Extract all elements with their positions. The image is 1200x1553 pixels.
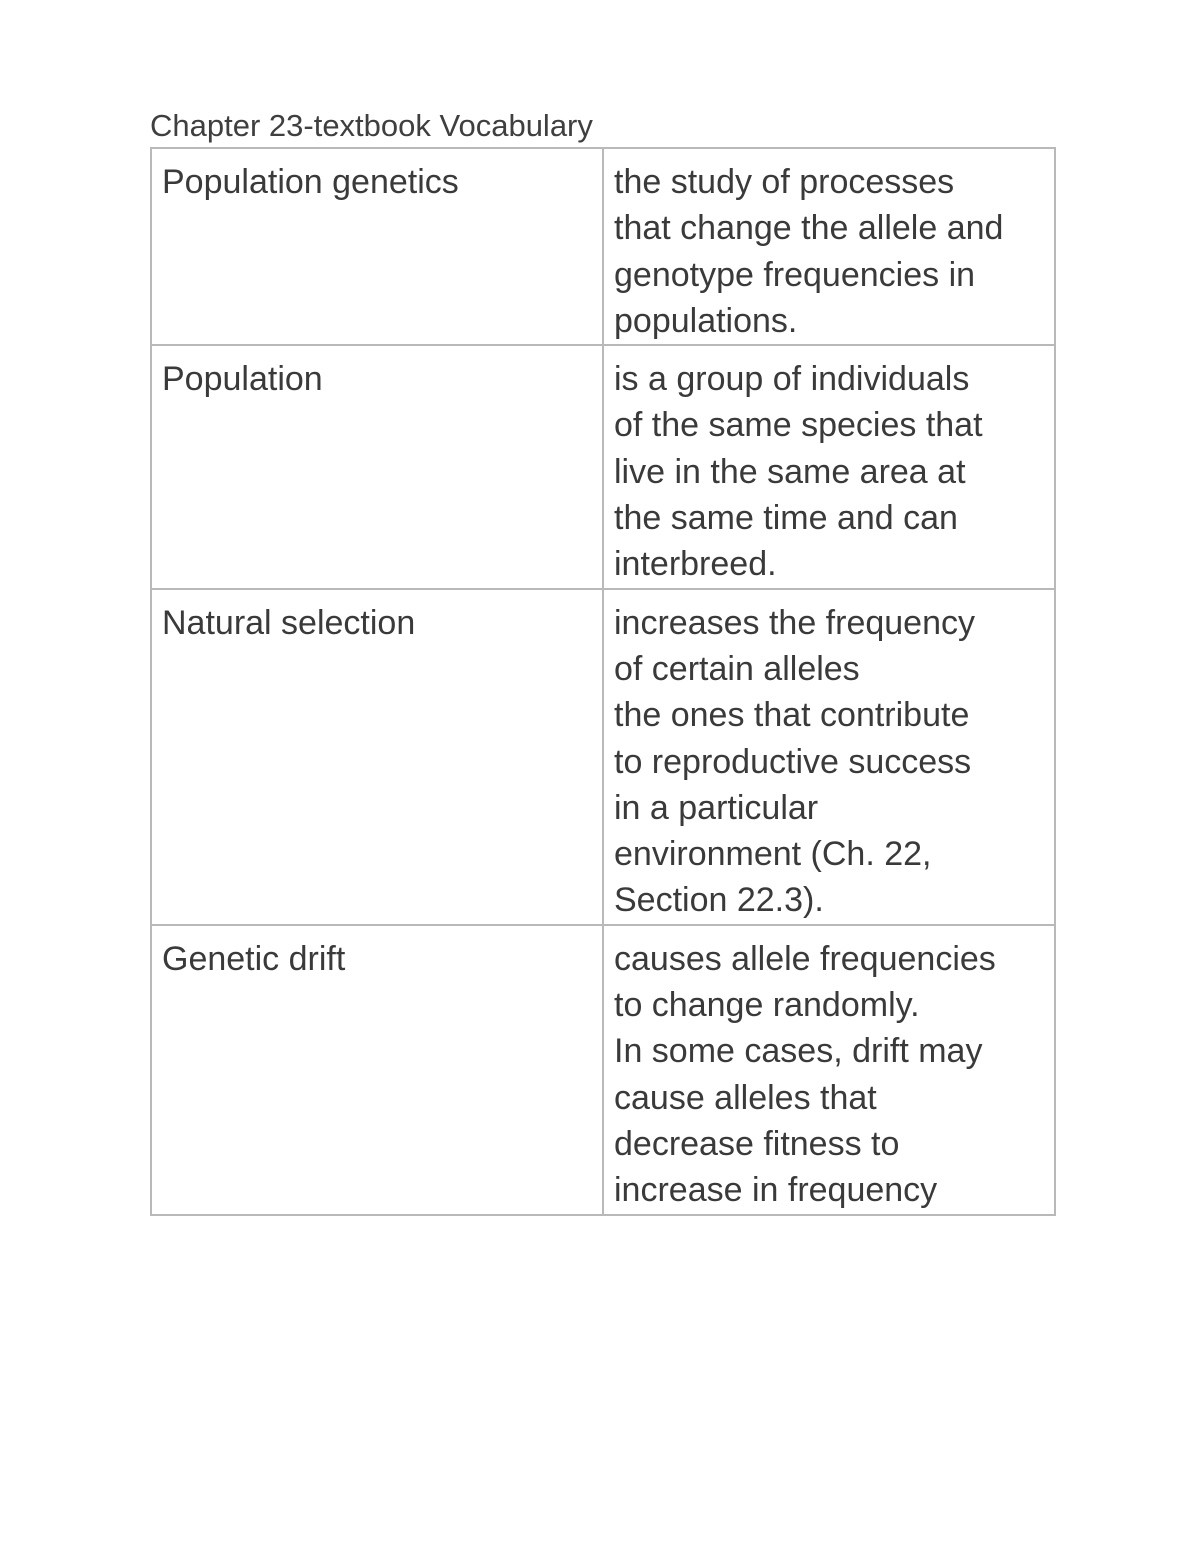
term-text: Natural selection bbox=[162, 603, 416, 642]
definition-line: environment (Ch. 22, bbox=[614, 835, 932, 874]
term-cell bbox=[151, 925, 603, 1215]
term-text: Genetic drift bbox=[162, 939, 346, 978]
definition-line: Section 22.3). bbox=[614, 881, 824, 920]
definition-cell bbox=[603, 345, 1055, 588]
definition-line: of the same species that bbox=[614, 406, 983, 445]
definition-line: to change randomly. bbox=[614, 986, 920, 1025]
term-text: Population bbox=[162, 360, 323, 399]
definition-line: causes allele frequencies bbox=[614, 939, 996, 978]
definition-line: to reproductive success bbox=[614, 742, 972, 781]
definition-line: that change the allele and bbox=[614, 209, 1004, 248]
definition-line: of certain alleles bbox=[614, 649, 860, 688]
table-row bbox=[151, 925, 1055, 1215]
definition-line: the ones that contribute bbox=[614, 696, 970, 735]
term-cell bbox=[151, 148, 603, 345]
definition-line: in a particular bbox=[614, 788, 819, 827]
definition-cell bbox=[603, 589, 1055, 925]
definition-line: decrease fitness to bbox=[614, 1124, 900, 1163]
table-row bbox=[151, 345, 1055, 588]
vocabulary-table bbox=[150, 147, 1056, 1216]
document-title: Chapter 23-textbook Vocabulary bbox=[150, 108, 593, 143]
definition-line: cause alleles that bbox=[614, 1078, 877, 1117]
definition-line: is a group of individuals bbox=[614, 360, 970, 399]
table-row bbox=[151, 148, 1055, 345]
definition-line: increases the frequency bbox=[614, 603, 975, 642]
definition-line: genotype frequencies in bbox=[614, 255, 976, 294]
table-row bbox=[151, 589, 1055, 925]
definition-cell bbox=[603, 925, 1055, 1215]
definition-line: the study of processes bbox=[614, 163, 955, 201]
definition-line: the same time and can bbox=[614, 499, 958, 538]
definition-line: interbreed. bbox=[614, 545, 777, 584]
definition-cell bbox=[603, 148, 1055, 345]
vocabulary-table-body bbox=[151, 148, 1055, 1215]
definition-line: populations. bbox=[614, 301, 798, 340]
definition-line: increase in frequency bbox=[614, 1171, 938, 1210]
definition-line: live in the same area at bbox=[614, 452, 966, 491]
term-cell bbox=[151, 345, 603, 588]
term-text: Population genetics bbox=[162, 163, 459, 201]
definition-line: In some cases, drift may bbox=[614, 1032, 983, 1071]
term-cell bbox=[151, 589, 603, 925]
